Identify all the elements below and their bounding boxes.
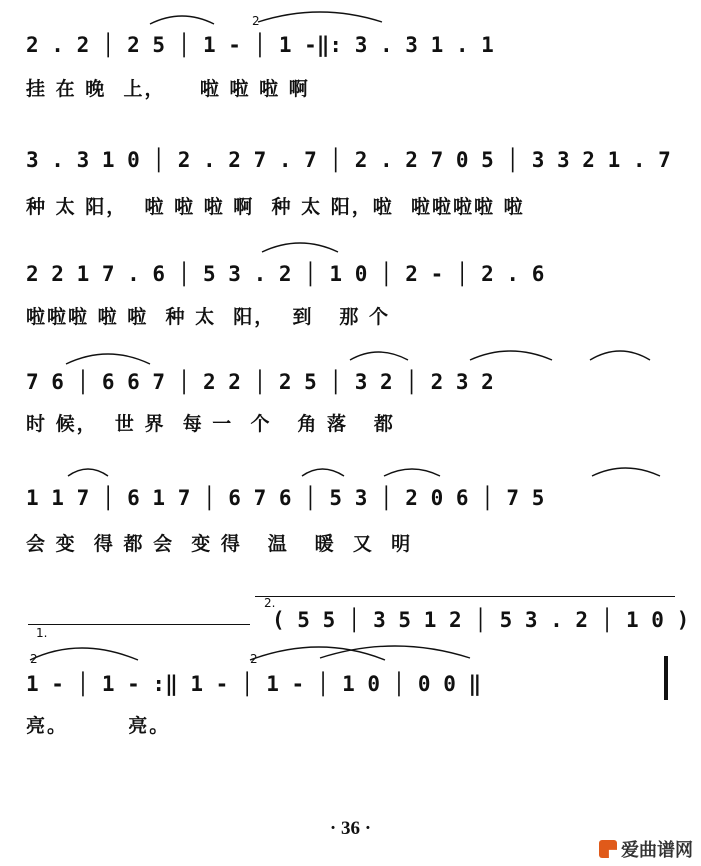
volta-line xyxy=(255,596,675,597)
lyric-line-5: 会 变 得 都 会 变 得 温 暖 又 明 xyxy=(26,533,413,555)
lyric-line-7: 亮。 亮。 xyxy=(26,715,171,737)
notation-line-1: 2 . 2 │ 2 5 │ 1 - │ 1 -‖: 3 . 3 1 . 1 xyxy=(26,33,494,57)
watermark-text: 爱曲谱网 xyxy=(621,840,693,861)
notation-line-7: 1 - │ 1 - :‖ 1 - │ 1 - │ 1 0 │ 0 0 ‖ xyxy=(26,672,482,696)
grace-note-3: 2 xyxy=(250,652,258,666)
notation-line-5: 1 1 7 │ 6 1 7 │ 6 7 6 │ 5 3 │ 2 0 6 │ 7 5 xyxy=(26,486,545,510)
lyric-line-4: 时 候， 世 界 每 一 个 角 落 都 xyxy=(26,413,395,435)
volta-1-line xyxy=(28,624,250,625)
volta-2-label: 2. xyxy=(264,596,276,610)
grace-note-1: 2 xyxy=(252,14,260,28)
lyric-line-1: 挂 在 晚 上， 啦 啦 啦 啊 xyxy=(26,78,310,100)
music-note-icon xyxy=(599,840,617,858)
lyric-line-3: 啦啦啦 啦 啦 种 太 阳， 到 那 个 xyxy=(26,306,390,328)
volta-1-label: 1. xyxy=(36,626,48,640)
notation-line-4: 7 6 │ 6 6 7 │ 2 2 │ 2 5 │ 3 2 │ 2 3 2 xyxy=(26,370,494,394)
page-number: · 36 · xyxy=(329,818,372,839)
watermark-logo xyxy=(599,836,693,862)
grace-note-2: 2 xyxy=(30,652,38,666)
lyric-line-2: 种 太 阳， 啦 啦 啦 啊 种 太 阳，啦 啦啦啦啦 啦 xyxy=(26,196,525,218)
notation-line-2: 3 . 3 1 0 │ 2 . 2 7 . 7 │ 2 . 2 7 0 5 │ 3 3 2 1 . 7 xyxy=(26,148,671,172)
final-barline xyxy=(664,656,668,700)
notation-line-6: ( 5 5 │ 3 5 1 2 │ 5 3 . 2 │ 1 0 ) xyxy=(272,608,690,632)
notation-line-3: 2 2 1 7 . 6 │ 5 3 . 2 │ 1 0 │ 2 - │ 2 . 6 xyxy=(26,262,545,286)
